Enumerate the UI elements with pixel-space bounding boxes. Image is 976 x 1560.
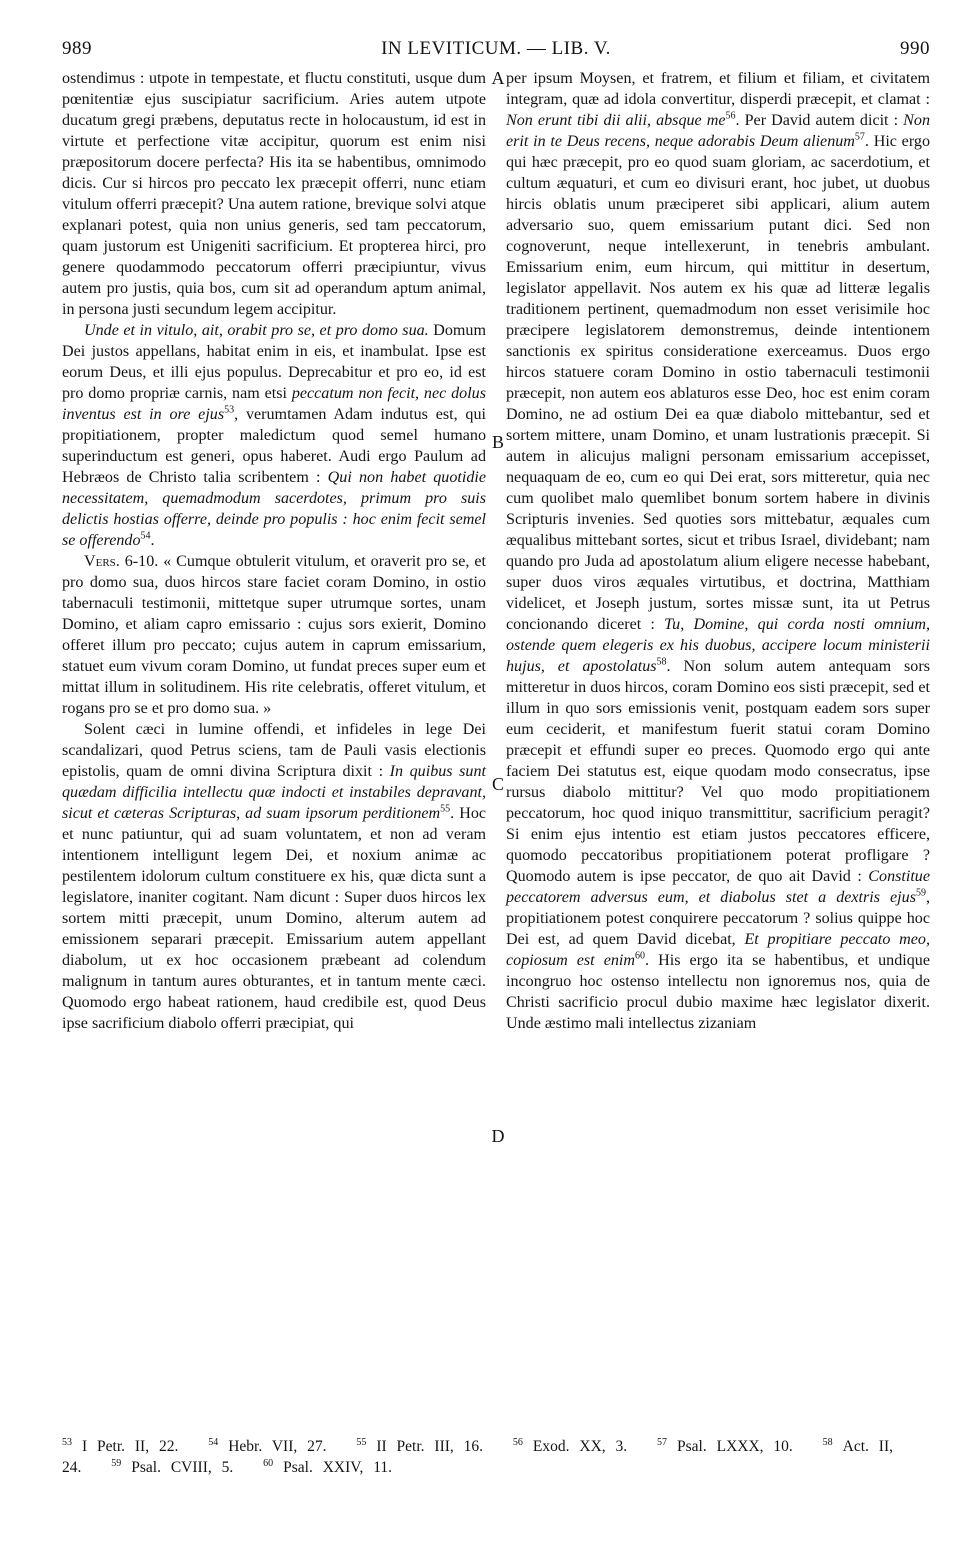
footnote-ref: 59 <box>915 887 926 899</box>
footnote-reference: Exod. XX, 3. <box>532 1438 628 1455</box>
scripture-quote: Et propitiare peccato meo, copiosum est enim <box>506 931 931 969</box>
text-run: . Non solum autem antequam sors mitteretur in duos hircos, coram Domino eos sisti præcepit, sed et illum in quo sors emissionis venit, postquam eadem sors super eum ceciderit, et manifestum fuerit statui coram Domino præcepit et effundi super eo preces. Quomodo ergo qui ante faciem Dei statutus est, eique quodam modo consecratus, ipse rursus diabolo mittitur? Vel quo modo propitiationem peccatorum, hoc quod iniquo transmittitur, sacrificium peragit? Si enim ejus intentio est etiam justos peccatores efficere, quomodo peccatoribus propitiationem poterat profligare ? Quomodo autem is ipse peccator, de quo ait David : <box>506 658 930 885</box>
scripture-quote: In quibus sunt quædam difficilia intellectu quæ indocti et instabiles depravant, sicut et cæteras Scripturas, ad suam ipsorum perditionem <box>62 763 486 822</box>
footnote-reference: Psal. LXXX, 10. <box>677 1438 793 1455</box>
margin-marker-a: A <box>491 68 505 88</box>
footnote-reference: Act. II, 24. <box>62 1438 893 1476</box>
scripture-quote: peccatum non fecit, nec dolus inventus est in ore ejus <box>62 385 486 423</box>
text-run: . <box>150 532 155 549</box>
footnote-ref: 57 <box>854 131 865 143</box>
running-title: IN LEVITICUM. — LIB. V. <box>381 38 611 59</box>
footnote-ref: 55 <box>440 803 451 815</box>
footnote-reference: Psal. CVIII, 5. <box>131 1459 234 1476</box>
footnote-ref: 58 <box>656 656 667 668</box>
footnote-reference: II Petr. III, 16. <box>376 1438 484 1455</box>
scripture-quote: Constitue peccatorem adversus eum, et diabolus stet a dextris ejus <box>506 868 930 906</box>
footnote-57 <box>657 1438 803 1455</box>
footnote-reference: Psal. XXIV, 11. <box>283 1459 392 1476</box>
footnotes <box>62 1436 930 1478</box>
footnote-reference: Hebr. VII, 27. <box>228 1438 327 1455</box>
scripture-quote: Qui non habet quotidie necessitatem, quemadmodum sacerdotes, primum pro suis delictis hostias offerre, deinde pro populis : hoc enim fecit semel se offerendo <box>62 469 486 549</box>
text-run: . Hoc et nunc patiuntur, qui ad suam voluntatem, et non ad veram intentionem intelligunt legem Dei, et noxium animæ ac pestilentem idolorum cultum constituere ex his, quæ dicta sunt a legislatore, inaniter cogitant. Nam dicunt : Super duos hircos lex sortem mitti præcepit, unum Domino, alterum autem ad emissionem separari præcepit. Emissarium autem appellant diabolum, ut ex hoc occasionem præbeant ad colendum malignum in tantum aures obturantes, et in tantum mente cæci. Quomodo ergo habeat rationem, haud credibile est, quod Deus ipse sacrificium diabolo offerri præcipiat, qui <box>62 805 487 1032</box>
footnote-56 <box>513 1438 637 1455</box>
left-page-number: 989 <box>62 38 92 59</box>
footnote-number: 58 <box>822 1436 833 1448</box>
left-paragraph-4 <box>62 719 486 1034</box>
margin-marker-b: B <box>491 432 504 452</box>
text-columns <box>62 68 930 1430</box>
footnote-number: 57 <box>657 1436 668 1448</box>
footnote-ref: 54 <box>140 530 151 542</box>
text-run: , verumtamen Adam indutus est, qui propitiationem, propter maledictum quod semel humano superinductum est generi, opus haberet. Audi ergo Paulum ad Hebræos de Christo talia scribentem : <box>62 406 486 486</box>
right-column <box>506 68 930 1430</box>
running-header <box>62 38 930 66</box>
footnote-number: 59 <box>111 1457 122 1469</box>
scripture-quote: Non erunt tibi dii alii, absque me <box>506 112 726 129</box>
footnote-number: 53 <box>62 1436 72 1448</box>
margin-marker-c: C <box>491 774 504 794</box>
scripture-quote: Non erit in te Deus recens, neque adorabis Deum alienum <box>506 112 930 150</box>
footnote-number: 54 <box>208 1436 219 1448</box>
text-run: per ipsum Moysen, et fratrem, et filium et filiam, et civitatem integram, quæ ad idola convertitur, disperdi præcepit, et clamat : <box>506 70 930 108</box>
right-page-number: 990 <box>900 38 930 59</box>
scripture-quote: Tu, Domine, qui corda nosti omnium, ostende quem elegeris ex his duobus, accipere locum ministerii hujus, et apostolatus <box>506 616 930 675</box>
footnote-59 <box>111 1459 243 1476</box>
text-run: , propitiationem potest conquirere peccatorum ? solius quippe hoc Dei est, ad quem David dicebat, <box>506 889 930 948</box>
verse-text: « Cumque obtulerit vitulum, et oraverit pro se, et pro domo sua, duos hircos stare faciet coram Domino, in ostio tabernaculi testimonii, mittetque super utrumque sortes, unam Domino, et aliam capro emissario : cujus sors exierit, Domino offeret illum pro peccato; cujus autem in caprum emissarium, statuet eum vivum coram Domino, ut fundat preces super eum et mittat illum in solitudinem. His rite celebratis, offeret vitulum, et rogans pro se et pro domo sua. » <box>62 553 486 717</box>
footnote-ref: 56 <box>725 110 736 122</box>
left-paragraph-3 <box>62 551 486 719</box>
text-run: . Hic ergo qui hæc præcepit, pro eo quod suam gloriam, ac sacerdotium, et cultum æquaturi, et cum eo divisuri erant, hoc jubet, ut duobus hircis oblatis unum præciperet sibi applicari, alium autem adversario suo, quem emissarium putant dici. Sed non cognoverunt, neque intellexerunt, in tenebris ambulant. Emissarium enim, eum hircum, qui mittitur in desertum, legislator appellavit. Nos autem ex his quæ ad litteræ legalis traditionem pertinent, quemadmodum non esset verisimile hoc præcipere legislatorem demonstremus, deinde intentionem sanctionis ex spiritus consideratione exerceamus. Duos ergo hircos statuere coram Domino in ostio tabernaculi testimonii præcepit, non autem eos ablaturos esse Deo, hoc est enim coram Domino, ne ad ostium Dei ea quæ diabolo mittebantur, sed et sortem mittere, unam Domino, et unam lustrationis præcepit. Si autem in alicujus maligni personam emissarium accepisset, nequaquam de eo, cum eo qui Dei erat, sors mitteretur, quia nec cum quolibet malo quemlibet bonum sortem habere in divinis Scripturis invenies. Sed quoties sors mittebatur, æquales cum æqualibus mittebant sortes, sicut et tribus Israel, dividebant; nam quando pro Juda ad apostolatum alium eligere necesse habebant, super duos viros æquales virtutibus, et doctrina, Matthiam videlicet, et Joseph justum, sortes missæ sunt, ita ut Petrus concionando diceret : <box>506 133 930 633</box>
text-run: . Per David autem dicit : <box>735 112 904 129</box>
left-column <box>62 68 486 1430</box>
left-paragraph-2 <box>62 320 486 551</box>
footnote-55 <box>356 1438 493 1455</box>
left-paragraph-1: ostendimus : utpote in tempestate, et fluctu constituti, usque dum pœnitentiæ ejus suscipiatur sacrificium. Aries autem utpote ducatum gregi præbens, deputatus recte in holocaustum, id est in virtute et perfectione vitæ accipitur, quorum est enim nisi præpositorum docere perfecta? His ita se habentibus, omnimodo dicis. Cur si hircos pro peccato lex præcepit offerri, nunc etiam vitulum offerri præcepit? Una autem ratione, brevique solvi atque explanari potest, quia non unius generis, sed tam peccatorum, quam justorum est Unigeniti sacrificium. Et propterea hirci, pro genere quodammodo peccatorum offerri præcipiuntur, vivus autem pro justis, quia bos, cum sit ad operandum aptum animal, in persona justi secundum legem accipitur. <box>62 70 486 318</box>
text-run: Domum Dei justos appellans, habitat enim in eis, et inambulat. Ipse est eorum Deus, et illi ejus populus. Deprecabitur et pro eo, id est pro domo propriæ carnis, nam etsi <box>62 322 486 402</box>
footnote-number: 60 <box>263 1457 274 1469</box>
text-run: Solent cæci in lumine offendi, et infideles in lege Dei scandalizari, quod Petrus sciens, tam de Pauli vasis electionis epistolis, quam de omni divina Scriptura dixit : <box>62 721 486 780</box>
verse-quote: Unde et in vitulo, ait, orabit pro se, et pro domo sua. <box>84 322 429 339</box>
footnote-54 <box>208 1438 336 1455</box>
footnote-53 <box>62 1438 188 1455</box>
footnote-reference: I Petr. II, 22. <box>82 1438 179 1455</box>
footnote-ref: 60 <box>635 950 646 962</box>
footnote-60 <box>263 1459 402 1476</box>
footnote-number: 55 <box>356 1436 367 1448</box>
footnote-number: 56 <box>512 1436 523 1448</box>
footnote-ref: 53 <box>224 404 235 416</box>
margin-marker-d: D <box>491 1126 505 1146</box>
verse-label: Vers. 6-10. <box>84 553 159 570</box>
right-paragraph-1 <box>506 68 930 1034</box>
text-run: . His ergo ita se habentibus, et undique incongruo hoc ostenso intellectu non ignoremus nos, quia de Christi sacrificio procul dubio maxime hæc legislator dixerit. Unde æstimo mali intellectus zizaniam <box>506 952 930 1032</box>
